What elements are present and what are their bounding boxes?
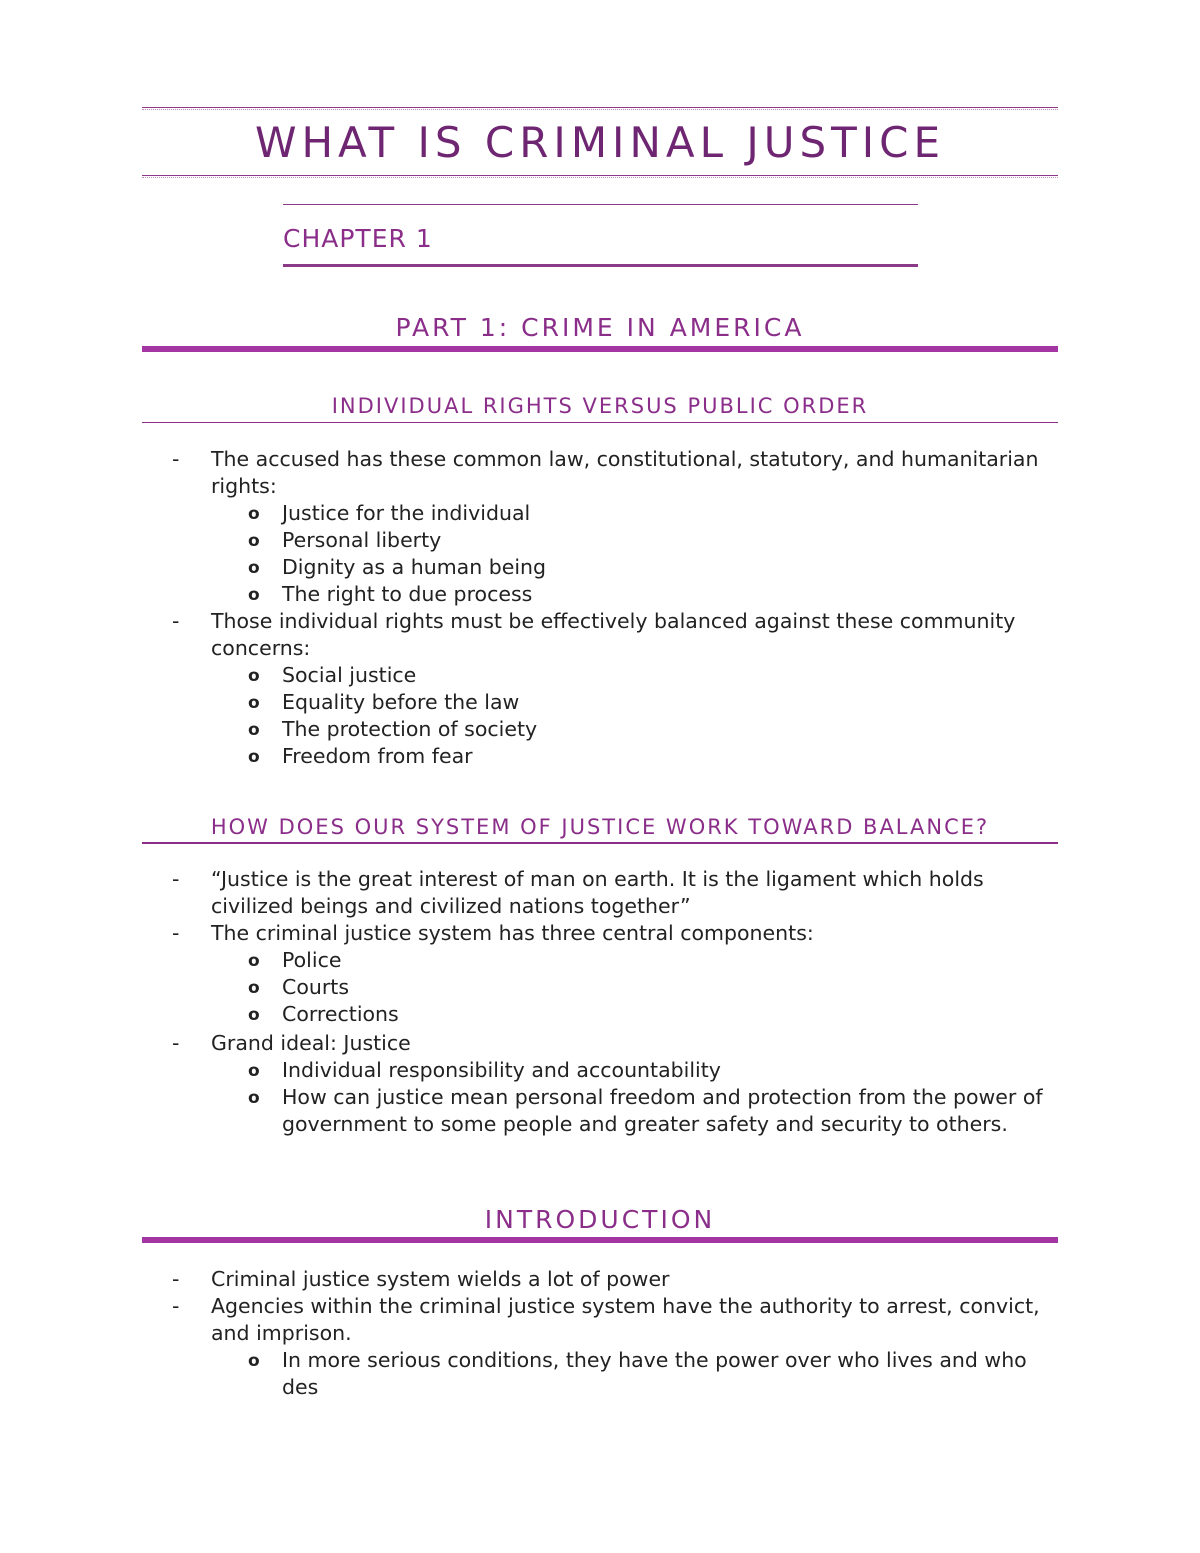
section-rule-balance [142, 842, 1058, 844]
sub-item [172, 527, 1062, 554]
o-bullet: o [248, 1351, 260, 1371]
sub-item [172, 689, 1062, 716]
section-heading-rights: INDIVIDUAL RIGHTS VERSUS PUBLIC ORDER [331, 394, 869, 418]
o-bullet: o [248, 951, 260, 971]
dash-bullet: - [172, 921, 180, 945]
o-bullet: o [248, 978, 260, 998]
o-bullet: o [248, 504, 260, 524]
sub-item [172, 1001, 1062, 1028]
introduction-rule [142, 1237, 1058, 1243]
list-item [172, 446, 1062, 500]
sub-item [172, 1347, 1062, 1401]
list-item-text: Criminal justice system wields a lot of power [211, 1267, 670, 1291]
list-item-text: Agencies within the criminal justice system have the authority to arrest, convict, and imprison. [211, 1294, 1040, 1345]
dash-bullet: - [172, 867, 180, 891]
quote-text: “Justice is the great interest of man on earth. It is the ligament which holds civilized beings and civilized nations together” [211, 867, 984, 918]
sub-item [172, 743, 1062, 770]
list-item [172, 1293, 1062, 1347]
sub-item [172, 716, 1062, 743]
sub-item-text: How can justice mean personal freedom and protection from the power of government to some people and greater safety and security to others. [282, 1085, 1043, 1136]
sub-item-text: Equality before the law [282, 690, 520, 714]
o-bullet: o [248, 720, 260, 740]
o-bullet: o [248, 1088, 260, 1108]
sub-item [172, 581, 1062, 608]
sub-item-text: Police [282, 948, 342, 972]
sub-item-text: The protection of society [282, 717, 538, 741]
o-bullet: o [248, 585, 260, 605]
o-bullet: o [248, 693, 260, 713]
title-top-rule [142, 107, 1058, 108]
dash-bullet: - [172, 1294, 180, 1318]
balance-list [172, 866, 1062, 1138]
list-item-text: Those individual rights must be effectively balanced against these community concerns: [211, 609, 1016, 660]
introduction-list [172, 1266, 1062, 1401]
sub-item-text: In more serious conditions, they have the power over who lives and who des [282, 1348, 1027, 1399]
list-item-text: The criminal justice system has three central components: [211, 921, 814, 945]
o-bullet: o [248, 666, 260, 686]
list-item [172, 920, 1062, 947]
chapter-bottom-rule [283, 264, 918, 267]
o-bullet: o [248, 747, 260, 767]
list-item-text: Grand ideal: Justice [211, 1031, 411, 1055]
sub-item [172, 554, 1062, 581]
list-item [172, 608, 1062, 662]
introduction-heading: INTRODUCTION [484, 1205, 716, 1234]
sub-item-text: Corrections [282, 1002, 399, 1026]
sub-item [172, 974, 1062, 1001]
sub-item-text: The right to due process [282, 582, 533, 606]
o-bullet: o [248, 531, 260, 551]
chapter-block [283, 200, 918, 270]
list-item [172, 1266, 1062, 1293]
dash-bullet: - [172, 609, 180, 633]
sub-item [172, 500, 1062, 527]
list-item [172, 1030, 1062, 1057]
list-item [172, 866, 1062, 920]
list-item-text: The accused has these common law, constitutional, statutory, and humanitarian rights: [211, 447, 1039, 498]
sub-item [172, 1057, 1062, 1084]
sub-item-text: Social justice [282, 663, 417, 687]
dash-bullet: - [172, 447, 180, 471]
title-block [142, 107, 1058, 179]
rights-list [172, 446, 1062, 770]
o-bullet: o [248, 1061, 260, 1081]
dash-bullet: - [172, 1031, 180, 1055]
chapter-top-rule [283, 204, 918, 205]
document-title: WHAT IS CRIMINAL JUSTICE [254, 118, 946, 167]
sub-item [172, 662, 1062, 689]
sub-item-text: Personal liberty [282, 528, 442, 552]
part-rule [142, 346, 1058, 352]
sub-item-text: Freedom from fear [282, 744, 473, 768]
sub-item-text: Individual responsibility and accountability [282, 1058, 721, 1082]
o-bullet: o [248, 558, 260, 578]
title-bottom-rule [142, 175, 1058, 176]
sub-item [172, 1084, 1062, 1138]
sub-item-text: Dignity as a human being [282, 555, 547, 579]
sub-item [172, 947, 1062, 974]
chapter-heading: CHAPTER 1 [283, 224, 433, 253]
section-heading-balance: HOW DOES OUR SYSTEM OF JUSTICE WORK TOWARD BALANCE? [210, 815, 990, 839]
part-heading: PART 1: CRIME IN AMERICA [395, 313, 805, 342]
o-bullet: o [248, 1005, 260, 1025]
dash-bullet: - [172, 1267, 180, 1291]
sub-item-text: Courts [282, 975, 349, 999]
sub-item-text: Justice for the individual [282, 501, 531, 525]
section-rule-rights [142, 422, 1058, 423]
